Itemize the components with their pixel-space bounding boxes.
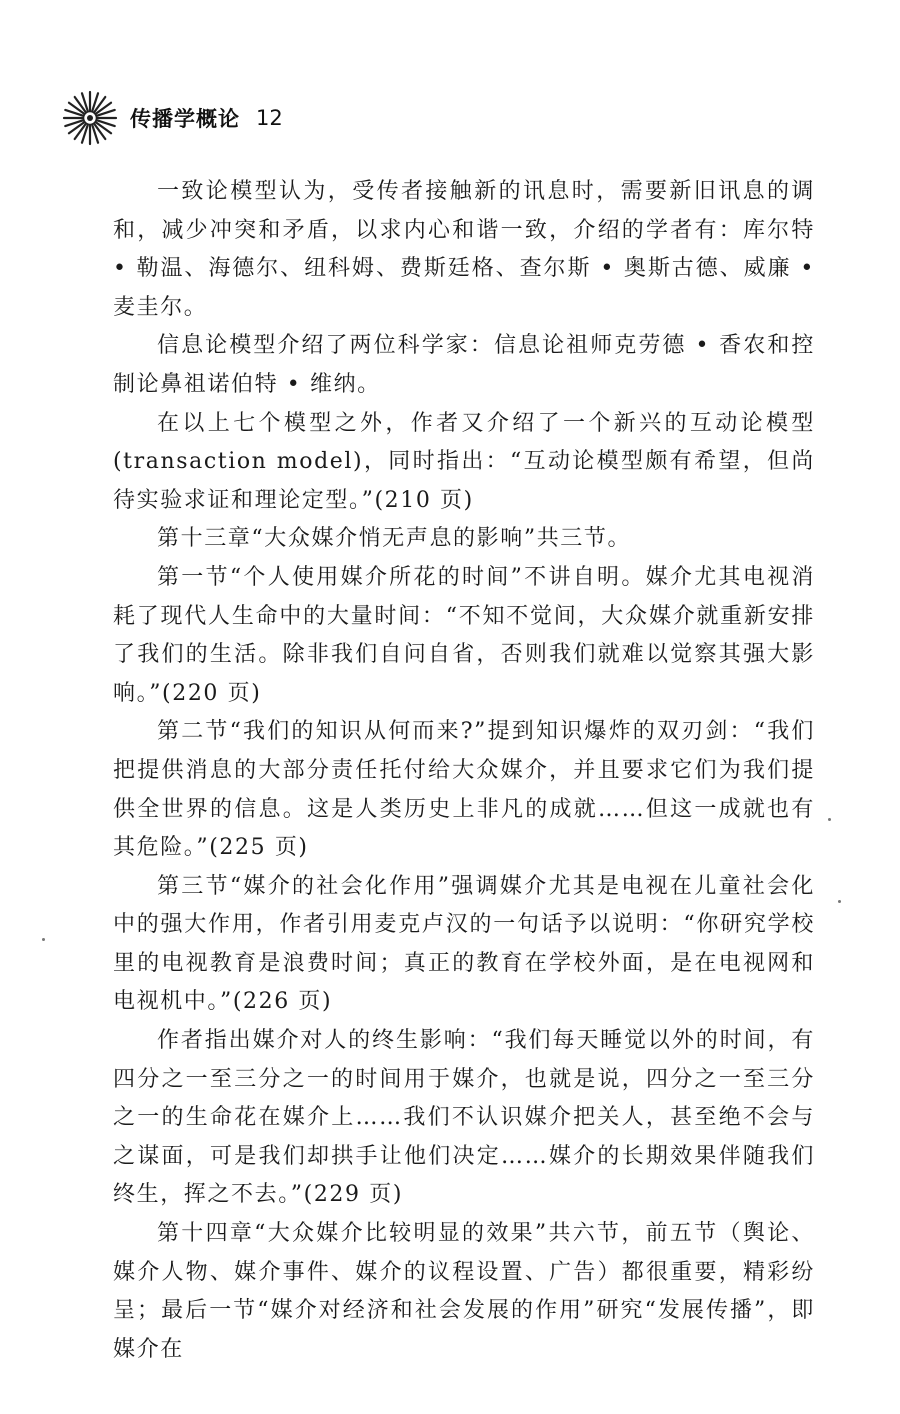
paragraph: 第十四章“大众媒介比较明显的效果”共六节，前五节（舆论、媒介人物、媒介事件、媒介的议程设置、广告）都很重要，精彩纷呈；最后一节“媒介对经济和社会发展的作用”研究“发展传播”，即媒介在	[113, 1221, 815, 1362]
chrysanthemum-emblem-icon	[62, 90, 118, 146]
page-header	[62, 90, 283, 146]
scan-speck	[42, 938, 45, 941]
paragraph: 第二节“我们的知识从何而来?”提到知识爆炸的双刃剑：“我们把提供消息的大部分责任托付给大众媒介，并且要求它们为我们提供全世界的信息。这是人类历史上非凡的成就……但这一成就也有其危险。”(225 页)	[113, 719, 815, 861]
paragraph: 一致论模型认为，受传者接触新的讯息时，需要新旧讯息的调和，减少冲突和矛盾，以求内心和谐一致，介绍的学者有：库尔特 • 勒温、海德尔、纽科姆、费斯廷格、查尔斯 • 奥斯古德、威廉 • 麦圭尔。	[113, 179, 815, 320]
book-title: 传播学概论	[130, 107, 240, 131]
paragraph: 信息论模型介绍了两位科学家：信息论祖师克劳德 • 香农和控制论鼻祖诺伯特 • 维纳。	[113, 333, 815, 397]
paragraph: 第十三章“大众媒介悄无声息的影响”共三节。	[157, 526, 632, 552]
paragraph: 在以上七个模型之外，作者又介绍了一个新兴的互动论模型(transaction model)，同时指出：“互动论模型颇有希望，但尚待实验求证和理论定型。”(210 页)	[113, 410, 815, 513]
paragraph: 作者指出媒介对人的终生影响：“我们每天睡觉以外的时间，有四分之一至三分之一的时间用于媒介，也就是说，四分之一至三分之一的生命花在媒介上……我们不认识媒介把关人，甚至绝不会与之谋面，可是我们却拱手让他们决定……媒介的长期效果伴随我们终生，挥之不去。”(229 页)	[113, 1028, 815, 1208]
paragraph: 第一节“个人使用媒介所花的时间”不讲自明。媒介尤其电视消耗了现代人生命中的大量时间：“不知不觉间，大众媒介就重新安排了我们的生活。除非我们自问自省，否则我们就难以觉察其强大影响。”(220 页)	[113, 564, 815, 706]
body-text	[113, 173, 815, 1369]
page-number: 12	[256, 106, 283, 130]
scan-speck	[838, 900, 841, 903]
scan-speck	[828, 818, 831, 821]
paragraph: 第三节“媒介的社会化作用”强调媒介尤其是电视在儿童社会化中的强大作用，作者引用麦克卢汉的一句话予以说明：“你研究学校里的电视教育是浪费时间；真正的教育在学校外面，是在电视网和电视机中。”(226 页)	[113, 873, 815, 1015]
